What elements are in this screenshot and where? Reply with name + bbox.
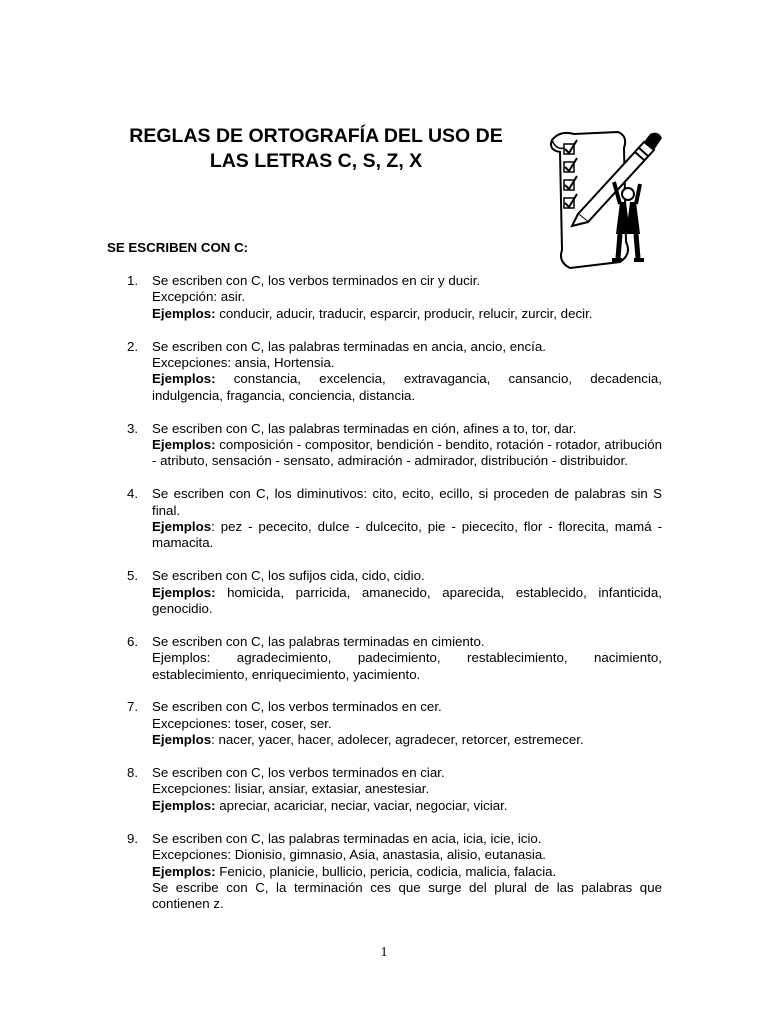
section-heading: SE ESCRIBEN CON C: [107, 240, 249, 255]
rule-item-1 [107, 273, 662, 322]
rule-text: Se escriben con C, las palabras terminadas en ancia, ancio, encía. [152, 338, 546, 354]
examples-text: Ejemplos: agradecimiento, padecimiento, restablecimiento, nacimiento, establecimiento, enriquecimiento, yacimiento. [152, 650, 662, 682]
examples-text: apreciar, acariciar, neciar, vaciar, negociar, viciar. [215, 797, 508, 813]
rule-number: 2. [127, 338, 139, 354]
examples-label: Ejemplos: [152, 371, 216, 387]
rule-item-9 [107, 831, 662, 913]
exception-text: toser, coser, ser. [231, 715, 332, 731]
examples-label: Ejemplos: [152, 863, 216, 879]
extra-rule-text: Se escribe con C, la terminación ces que surge del plural de las palabras que contienen z. [152, 879, 662, 912]
examples-text: Fenicio, planicie, bullicio, pericia, codicia, malicia, falacia. [215, 863, 557, 879]
exception-label: Excepciones: [152, 715, 232, 731]
exception-text: Dionisio, gimnasio, Asia, anastasia, alisio, eutanasia. [231, 847, 546, 863]
rule-number: 4. [127, 486, 139, 502]
exception-label: Excepciones: [152, 355, 232, 371]
examples-text: constancia, excelencia, extravagancia, cansancio, decadencia, indulgencia, fragancia, conciencia, distancia. [152, 371, 662, 403]
exception-text: lisiar, ansiar, extasiar, anestesiar. [231, 781, 430, 797]
rules-list [107, 273, 662, 929]
examples-label: Ejemplos: [152, 797, 216, 813]
exception-label: Excepción: [152, 289, 218, 305]
examples-text: conducir, aducir, traducir, esparcir, producir, relucir, zurcir, decir. [215, 305, 593, 321]
examples-text: : pez - pececito, dulce - dulcecito, pie - piececito, flor - florecita, mamá - mamacita. [152, 519, 662, 551]
rule-number: 5. [127, 568, 139, 584]
rule-text: Se escriben con C, las palabras terminadas en acia, icia, icie, icio. [152, 830, 542, 846]
rule-text: Se escriben con C, los sufijos cida, cido, cidio. [152, 568, 425, 584]
rule-text: Se escriben con C, los verbos terminados en cer. [152, 699, 442, 715]
rule-text: Se escriben con C, los verbos terminados en cir y ducir. [152, 273, 481, 288]
exception-label: Excepciones: [152, 847, 232, 863]
examples-label: Ejemplos: [152, 584, 216, 600]
rule-item-5 [107, 568, 662, 617]
exception-text: asir. [217, 289, 246, 305]
examples-text: composición - compositor, bendición - bendito, rotación - rotador, atribución - atributo, sensación - sensato, admiración - admirador, distribución - distribuidor. [152, 437, 662, 469]
rule-text: Se escriben con C, los verbos terminados en ciar. [152, 765, 445, 781]
rule-item-6 [107, 634, 662, 683]
rule-number: 9. [127, 830, 139, 846]
rule-item-4 [107, 486, 662, 552]
rule-text: Se escriben con C, las palabras terminadas en ción, afines a to, tor, dar. [152, 420, 577, 436]
examples-label: Ejemplos [152, 519, 212, 535]
rule-number: 3. [127, 420, 139, 436]
page-number: 1 [380, 945, 388, 960]
title-line-2: LAS LETRAS C, S, Z, X [209, 150, 423, 172]
rule-number: 7. [127, 699, 139, 715]
rule-item-3 [107, 421, 662, 470]
rule-number: 8. [127, 765, 139, 781]
examples-text: homicida, parricida, amanecido, aparecida, establecido, infanticida, genocidio. [152, 584, 662, 617]
examples-label: Ejemplos: [152, 305, 216, 321]
rule-item-2 [107, 339, 662, 405]
examples-text: : nacer, yacer, hacer, adolecer, agradecer, retorcer, estremecer. [211, 732, 584, 748]
title-line-1: REGLAS DE ORTOGRAFÍA DEL USO DE [129, 125, 503, 147]
rule-text: Se escriben con C, las palabras terminadas en cimiento. [152, 633, 485, 649]
rule-number: 1. [127, 273, 139, 288]
examples-label: Ejemplos [152, 732, 212, 748]
rule-item-7 [107, 699, 662, 748]
document-title [100, 124, 532, 174]
rule-item-8 [107, 765, 662, 814]
rule-number: 6. [127, 633, 139, 649]
checklist-pencil-man-icon [540, 122, 670, 270]
examples-label: Ejemplos: [152, 437, 216, 453]
rule-text: Se escriben con C, los diminutivos: cito, ecito, ecillo, si proceden de palabras sin S final. [152, 486, 662, 518]
exception-text: ansia, Hortensia. [231, 355, 335, 371]
exception-label: Excepciones: [152, 781, 232, 797]
